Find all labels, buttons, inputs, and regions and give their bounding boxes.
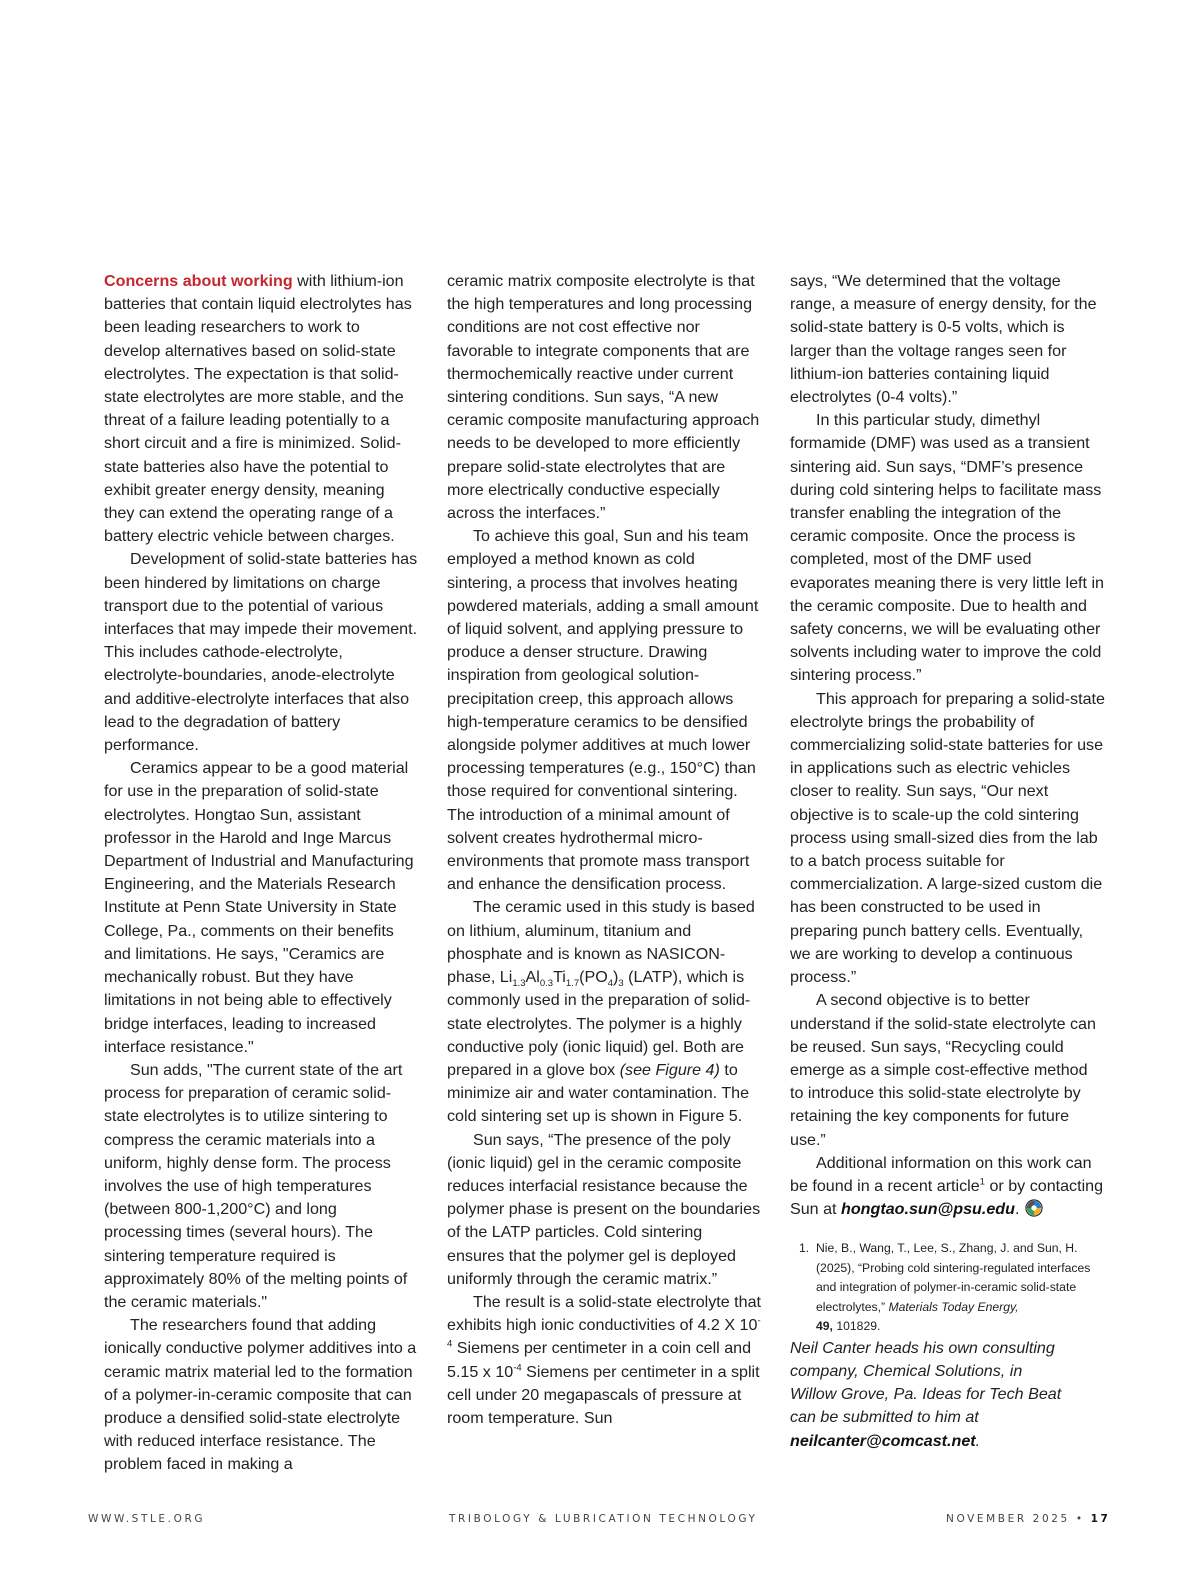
author-note: Neil Canter heads his own consulting company, Chemical Solutions, in Willow Grove, Pa. Ideas for Tech Beat can be submitted to him at neilcanter@comcast.net. (790, 1338, 1062, 1450)
email-link-canter[interactable]: neilcanter@comcast.net (790, 1431, 976, 1450)
paragraph: Sun adds, "The current state of the art process for preparation of ceramic solid-state electrolytes is to utilize sintering to compress the ceramic materials into a uniform, highly dense form. The process involves the use of high temperatures (between 800-1,200°C) and long processing times (several hours). The sintering temperature required is approximately 80% of the melting points of the ceramic materials." (104, 1060, 408, 1311)
stle-end-mark-icon (1025, 1199, 1043, 1217)
paragraph: Development of solid-state batteries has been hindered by limitations on charge transport due to the potential of various interfaces that may impede their movement. This includes cathode-electrolyte, electrolyte-boundaries, anode-electrolyte and additive-electrolyte interfaces that also lead to the degradation of battery performance. (104, 550, 418, 755)
footer-date-page (946, 1513, 1110, 1525)
paragraph: This approach for preparing a solid-state electrolyte brings the probability of commercializing solid-state batteries for use in applications such as electric vehicles closer to reality. Sun says, “Our next objective is to scale-up the cold sintering process using small-sized dies from the lab to a batch process suitable for commercialization. A large-sized custom die has been constructed to be used in preparing punch battery cells. Eventually, we are working to develop a continuous process.” (790, 689, 1105, 987)
references-list (790, 1239, 1105, 1337)
paragraph: A second objective is to better understand if the solid-state electrolyte can be reused. Sun says, “Recycling could emerge as a simple cost-effective method to introduce this solid-state electrolyte by retaining the key components for future use.” (790, 991, 1096, 1149)
footer-publication: TRIBOLOGY & LUBRICATION TECHNOLOGY (449, 1513, 758, 1525)
article-column-2 (447, 270, 762, 1430)
paragraph: Ceramics appear to be a good material for use in the preparation of solid-state electrolytes. Hongtao Sun, assistant professor in the Harold and Inge Marcus Department of Industrial and Manufacturing Engineering, and the Materials Research Institute at Penn State University in State College, Pa., comments on their benefits and limitations. He says, "Ceramics are mechanically robust. But they have limitations in not being able to effectively bridge interfaces, leading to increased interface resistance." (104, 759, 414, 1056)
paragraph: says, “We determined that the voltage range, a measure of energy density, for the solid-state battery is 0-5 volts, which is larger than the voltage ranges seen for lithium-ion batteries containing liquid electrolytes (0-4 volts).” (790, 272, 1097, 407)
paragraph: ceramic matrix composite electrolyte is that the high temperatures and long processing conditions are not cost effective nor favorable to integrate components that are thermochemically reactive under current sintering conditions. Sun says, “A new ceramic composite manufacturing approach needs to be developed to more efficiently prepare solid-state electrolytes that are more electrically conductive especially across the interfaces.” (447, 272, 760, 523)
footer-website: WWW.STLE.ORG (88, 1513, 206, 1525)
paragraph: The ceramic used in this study is based on lithium, aluminum, titanium and phosphate and is known as NASICON-phase, $Li_{1.3}Al_{0.3}Ti_{1.7}(PO_4)_3$ (LATP), which is commonly used in the preparation of solid-state electrolytes. The polymer is a highly conductive poly (ionic liquid) gel. Both are prepared in a glove box (see Figure 4) to minimize air and water contamination. The cold sintering set up is shown in Figure 5. (447, 898, 755, 1126)
paragraph: Sun says, “The presence of the poly (ionic liquid) gel in the ceramic composite reduces interfacial resistance because the polymer phase is present on the boundaries of the LATP particles. Cold sintering ensures that the polymer gel is deployed uniformly through the ceramic matrix.” (447, 1130, 761, 1288)
email-link-sun[interactable]: hongtao.sun@psu.edu (841, 1200, 1015, 1219)
paragraph: The result is a solid-state electrolyte that exhibits high ionic conductivities of 4.2 X $10^{-4}$ Siemens per centimeter in a coin cell and 5.15 x $10^{-4}$ Siemens per centimeter in a split cell under 20 megapascals of pressure at room temperature. Sun (447, 1292, 762, 1427)
paragraph: To achieve this goal, Sun and his team employed a method known as cold sintering, a process that involves heating powdered materials, adding a small amount of liquid solvent, and applying pressure to produce a denser structure. Drawing inspiration from geological solution-precipitation creep, this approach allows high-temperature ceramics to be densified alongside polymer additives at much lower processing temperatures (e.g., 150°C) than those required for conventional sintering. The introduction of a minimal amount of solvent creates hydrothermal micro-environments that promote mass transport and enhance the densification process. (447, 527, 759, 894)
page-number: 17 (1090, 1513, 1111, 1525)
paragraph: Concerns about working with lithium-ion batteries that contain liquid electrolytes has been leading researchers to work to develop alternatives based on solid-state electrolytes. The expectation is that solid-state electrolytes are more stable, and the threat of a failure leading potentially to a short circuit and a fire is minimized. Solid-state batteries also have the potential to exhibit greater energy density, meaning they can extend the operating range of a battery electric vehicle between charges. (104, 272, 412, 546)
paragraph: The researchers found that adding ionically conductive polymer additives into a ceramic matrix material led to the formation of a polymer-in-ceramic composite that can produce a densified solid-state electrolyte with reduced interface resistance. The problem faced in making a (104, 1316, 417, 1474)
article-column-3 (790, 270, 1105, 1453)
paragraph: In this particular study, dimethyl formamide (DMF) was used as a transient sintering aid. Sun says, “DMF’s presence during cold sintering helps to facilitate mass transfer enabling the integration of the ceramic composite. Once the process is completed, most of the DMF used evaporates meaning there is very little left in the ceramic composite. Due to health and safety concerns, we will be evaluating other solvents including water to improve the cold sintering process.” (790, 411, 1104, 685)
footer-date: NOVEMBER 2025 (946, 1513, 1070, 1525)
reference-item: 1. Nie, B., Wang, T., Lee, S., Zhang, J. and Sun, H. (2025), “Probing cold sintering-regulated interfaces and integration of polymer-in-ceramic solid-state electrolytes,” Materials Today Energy, 49, 101829. (799, 1241, 1091, 1334)
footer-separator: • (1075, 1513, 1085, 1525)
lead-in: Concerns about working (104, 272, 293, 290)
figure-reference: (see Figure 4) (619, 1060, 720, 1079)
footnote-marker: 1 (979, 1176, 985, 1188)
paragraph: Additional information on this work can be found in a recent article$^1$ or by contacting Sun at hongtao.sun@psu.edu. (790, 1153, 1104, 1219)
latp-formula: $Li_{1.3}Al_{0.3}Ti_{1.7}(PO_4)_3$ (499, 968, 624, 990)
article-column-1 (104, 270, 419, 1477)
